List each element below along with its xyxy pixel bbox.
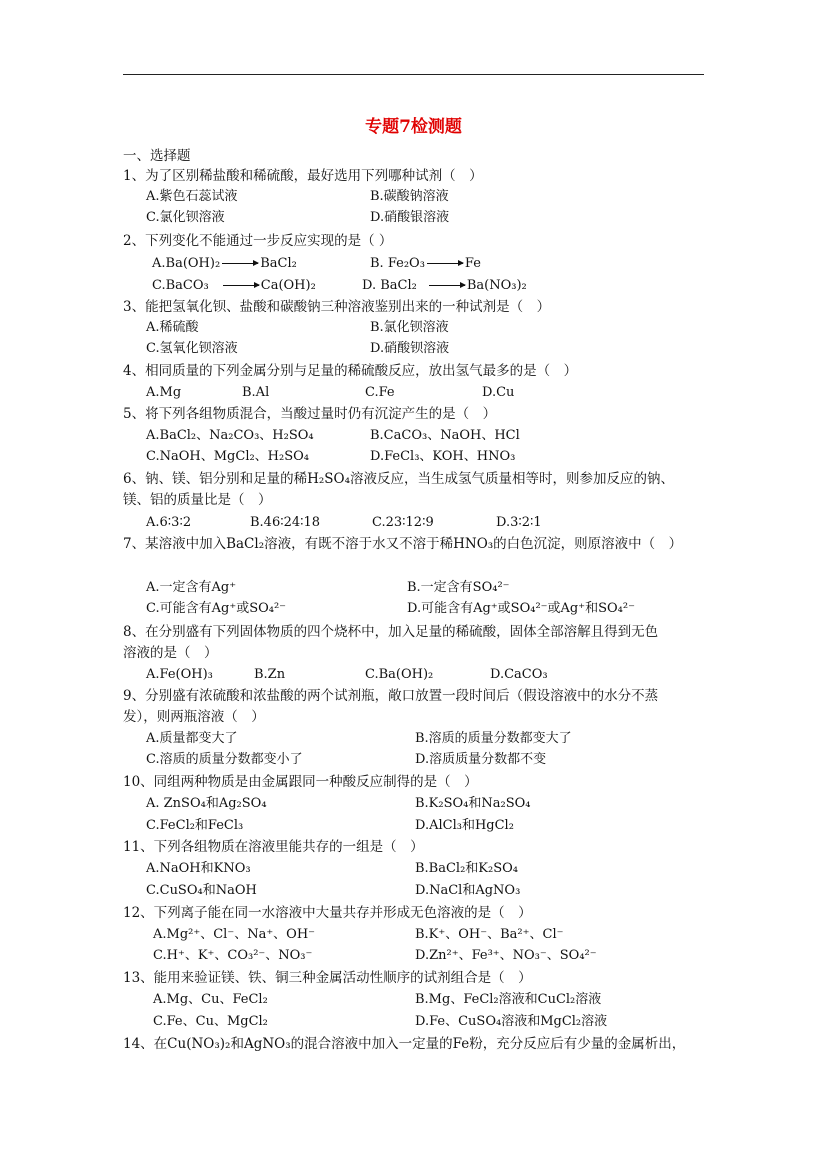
question-9-stem-line-1: 9、分别盛有浓硫酸和浓盐酸的两个试剂瓶，敞口放置一段时间后（假设溶液中的水分不蒸 bbox=[123, 688, 659, 704]
question-4-option-b: B.Al bbox=[242, 385, 270, 400]
question-6-option-d: D.3∶2∶1 bbox=[496, 515, 542, 530]
option-a-product: BaCl₂ bbox=[260, 256, 297, 271]
question-8-option-a: A.Fe(OH)₃ bbox=[146, 667, 213, 682]
question-4-option-a: A.Mg bbox=[146, 385, 182, 400]
question-9-stem-line-2: 发），则两瓶溶液（ ） bbox=[123, 709, 265, 725]
question-14-stem: 14、在Cu(NO₃)₂和AgNO₃的混合溶液中加入一定量的Fe粉，充分反应后有少量的金属析出， bbox=[123, 1036, 686, 1052]
question-10-option-b: B.K₂SO₄和Na₂SO₄ bbox=[415, 796, 531, 811]
question-7-option-d: D.可能含有Ag⁺或SO₄²⁻或Ag⁺和SO₄²⁻ bbox=[407, 601, 635, 616]
question-10-option-a: A. ZnSO₄和Ag₂SO₄ bbox=[146, 796, 267, 811]
reaction-arrow-icon bbox=[223, 285, 259, 286]
question-6-option-a: A.6∶3∶2 bbox=[146, 515, 192, 530]
reaction-arrow-icon bbox=[429, 285, 465, 286]
question-2-stem: 2、下列变化不能通过一步反应实现的是（ ） bbox=[123, 233, 393, 249]
question-2-option-c bbox=[152, 276, 316, 296]
question-1-option-a: A.紫色石蕊试液 bbox=[146, 189, 238, 204]
question-5-stem: 5、将下列各组物质混合，当酸过量时仍有沉淀产生的是（ ） bbox=[123, 406, 497, 422]
question-10-stem: 10、同组两种物质是由金属跟同一种酸反应制得的是（ ） bbox=[123, 774, 478, 790]
question-12-option-b: B.K⁺、OH⁻、Ba²⁺、Cl⁻ bbox=[415, 927, 564, 942]
question-1-option-b: B.碳酸钠溶液 bbox=[370, 189, 449, 204]
question-13-option-c: C.Fe、Cu、MgCl₂ bbox=[153, 1014, 268, 1029]
option-d-reactant: D. BaCl₂ bbox=[362, 278, 417, 293]
question-12-option-a: A.Mg²⁺、Cl⁻、Na⁺、OH⁻ bbox=[153, 927, 316, 942]
question-3-option-c: C.氢氧化钡溶液 bbox=[146, 341, 238, 356]
question-6-stem-line-2: 镁、铝的质量比是（ ） bbox=[123, 492, 272, 508]
option-c-product: Ca(OH)₂ bbox=[260, 278, 316, 293]
option-b-product: Fe bbox=[464, 256, 481, 271]
question-12-option-c: C.H⁺、K⁺、CO₃²⁻、NO₃⁻ bbox=[153, 948, 313, 963]
option-b-reactant: B. Fe₂O₃ bbox=[370, 256, 425, 271]
question-11-stem: 11、下列各组物质在溶液里能共存的一组是（ ） bbox=[123, 839, 424, 855]
question-10-option-d: D.AlCl₃和HgCl₂ bbox=[415, 818, 514, 833]
question-8-option-b: B.Zn bbox=[254, 667, 286, 682]
question-5-option-a: A.BaCl₂、Na₂CO₃、H₂SO₄ bbox=[146, 428, 314, 443]
question-1-stem: 1、为了区别稀盐酸和稀硫酸，最好选用下列哪种试剂（ ） bbox=[123, 168, 483, 184]
question-2-option-a bbox=[152, 254, 297, 274]
option-c-reactant: C.BaCO₃ bbox=[152, 278, 209, 293]
question-4-option-c: C.Fe bbox=[365, 385, 395, 400]
question-13-option-a: A.Mg、Cu、FeCl₂ bbox=[153, 992, 268, 1007]
question-11-option-c: C.CuSO₄和NaOH bbox=[146, 883, 257, 898]
option-d-product: Ba(NO₃)₂ bbox=[466, 278, 527, 293]
question-13-stem: 13、能用来验证镁、铁、铜三种金属活动性顺序的试剂组合是（ ） bbox=[123, 970, 532, 986]
question-8-option-c: C.Ba(OH)₂ bbox=[365, 667, 434, 682]
reaction-arrow-icon bbox=[222, 263, 258, 264]
reaction-arrow-icon bbox=[427, 263, 463, 264]
question-3-option-d: D.硝酸钡溶液 bbox=[370, 341, 450, 356]
question-7-stem: 7、某溶液中加入BaCl₂溶液，有既不溶于水又不溶于稀HNO₃的白色沉淀，则原溶液中（ ） bbox=[123, 536, 683, 552]
question-3-option-b: B.氯化钡溶液 bbox=[370, 320, 449, 335]
section-heading: 一、选择题 bbox=[123, 148, 191, 164]
question-9-option-d: D.溶质质量分数都不变 bbox=[415, 752, 547, 767]
question-7-option-a: A.一定含有Ag⁺ bbox=[146, 580, 237, 595]
question-1-option-c: C.氯化钡溶液 bbox=[146, 210, 225, 225]
question-8-stem-line-2: 溶液的是（ ） bbox=[123, 645, 218, 661]
question-4-option-d: D.Cu bbox=[482, 385, 515, 400]
page-title: 专题7检测题 bbox=[365, 117, 462, 137]
question-12-option-d: D.Zn²⁺、Fe³⁺、NO₃⁻、SO₄²⁻ bbox=[415, 948, 597, 963]
question-9-option-b: B.溶质的质量分数都变大了 bbox=[415, 731, 572, 746]
question-11-option-b: B.BaCl₂和K₂SO₄ bbox=[415, 861, 519, 876]
question-7-option-c: C.可能含有Ag⁺或SO₄²⁻ bbox=[146, 601, 287, 616]
question-3-option-a: A.稀硫酸 bbox=[146, 320, 199, 335]
option-a-reactant: A.Ba(OH)₂ bbox=[152, 256, 221, 271]
question-13-option-d: D.Fe、CuSO₄溶液和MgCl₂溶液 bbox=[415, 1014, 608, 1029]
question-8-stem-line-1: 8、在分别盛有下列固体物质的四个烧杯中，加入足量的稀硫酸，固体全部溶解且得到无色 bbox=[123, 624, 659, 640]
question-9-option-c: C.溶质的质量分数都变小了 bbox=[146, 752, 303, 767]
question-11-option-a: A.NaOH和KNO₃ bbox=[146, 861, 251, 876]
question-10-option-c: C.FeCl₂和FeCl₃ bbox=[146, 818, 244, 833]
question-5-option-b: B.CaCO₃、NaOH、HCl bbox=[370, 428, 520, 443]
question-1-option-d: D.硝酸银溶液 bbox=[370, 210, 450, 225]
question-12-stem: 12、下列离子能在同一水溶液中大量共存并形成无色溶液的是（ ） bbox=[123, 905, 532, 921]
question-6-option-c: C.23∶12∶9 bbox=[372, 515, 434, 530]
question-6-stem-line-1: 6、钠、镁、铝分别和足量的稀H₂SO₄溶液反应，当生成氢气质量相等时，则参加反应的钠、 bbox=[123, 471, 675, 487]
question-2-option-b bbox=[370, 254, 481, 274]
question-7-option-b: B.一定含有SO₄²⁻ bbox=[407, 580, 510, 595]
question-8-option-d: D.CaCO₃ bbox=[490, 667, 548, 682]
question-4-stem: 4、相同质量的下列金属分别与足量的稀硫酸反应，放出氢气最多的是（ ） bbox=[123, 363, 578, 379]
question-5-option-d: D.FeCl₃、KOH、HNO₃ bbox=[370, 449, 516, 464]
question-9-option-a: A.质量都变大了 bbox=[146, 731, 238, 746]
question-5-option-c: C.NaOH、MgCl₂、H₂SO₄ bbox=[146, 449, 310, 464]
question-13-option-b: B.Mg、FeCl₂溶液和CuCl₂溶液 bbox=[415, 992, 602, 1007]
question-3-stem: 3、能把氢氧化钡、盐酸和碳酸钠三种溶液鉴别出来的一种试剂是（ ） bbox=[123, 299, 551, 315]
question-11-option-d: D.NaCl和AgNO₃ bbox=[415, 883, 521, 898]
question-2-option-d bbox=[362, 276, 527, 296]
header-rule bbox=[123, 74, 704, 75]
question-6-option-b: B.46∶24∶18 bbox=[250, 515, 321, 530]
